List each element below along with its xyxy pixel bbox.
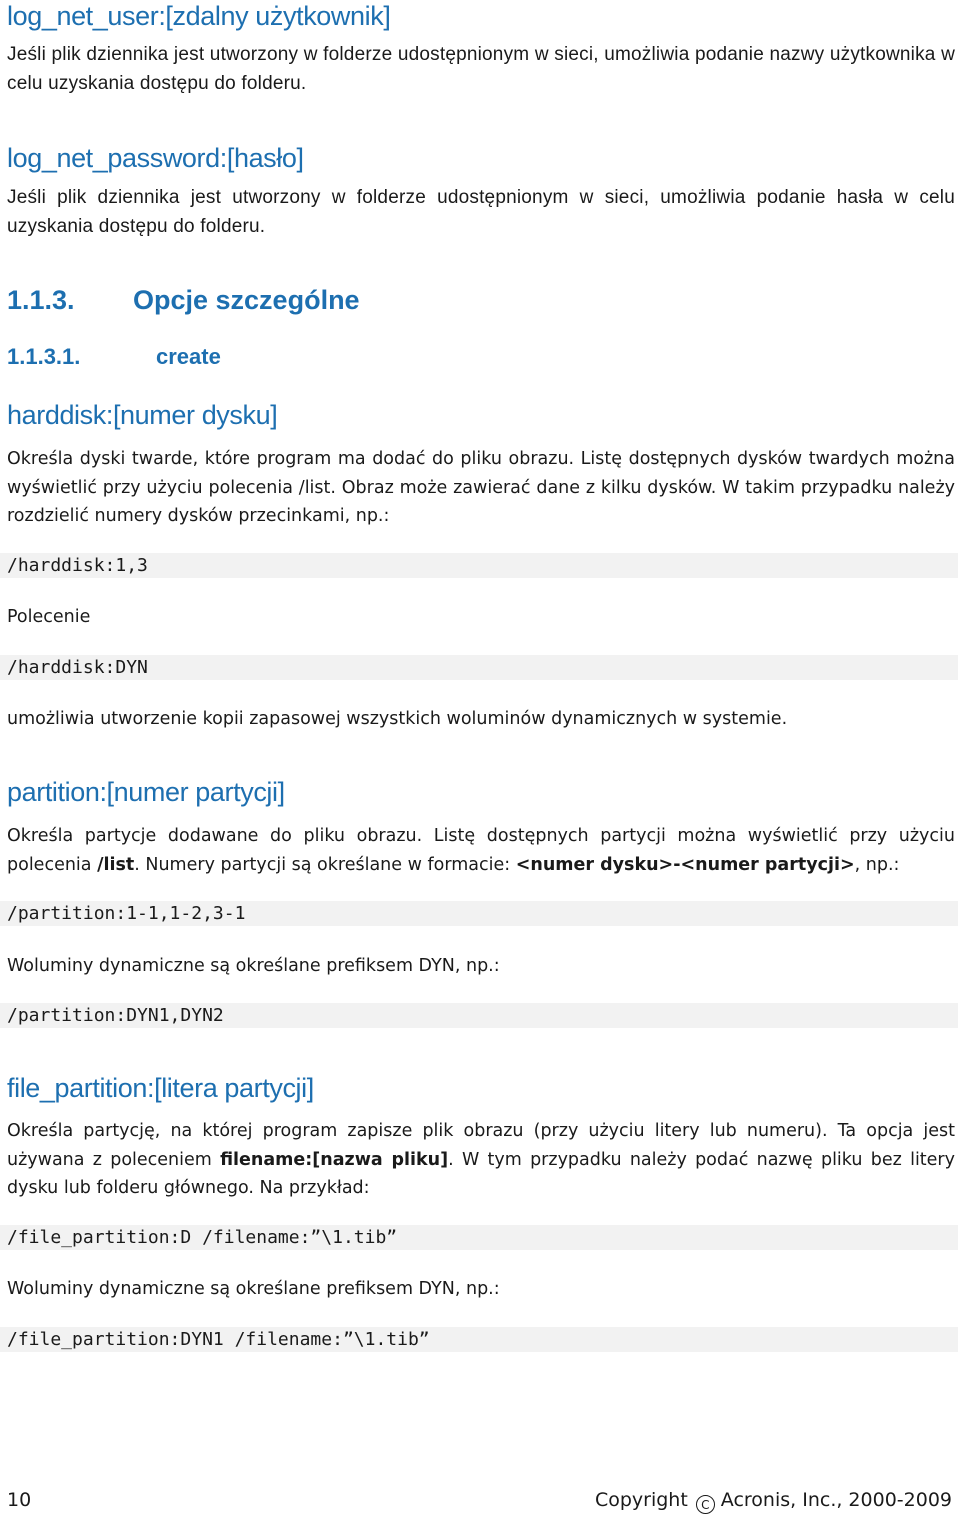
heading-log-net-user: log_net_user:[zdalny użytkownik] [7, 1, 391, 31]
heading-harddisk: harddisk:[numer dysku] [7, 400, 278, 430]
subsection-number: 1.1.3.1. [7, 344, 81, 369]
copyright-holder: Acronis, Inc., 2000-2009 [720, 1489, 952, 1511]
section-title: Opcje szczególne [133, 285, 360, 315]
page-number: 10 [7, 1489, 32, 1511]
section-number: 1.1.3. [7, 285, 75, 315]
text-harddisk: Określa dyski twarde, które program ma dodać do pliku obrazu. Listę dostępnych dysków twardych można wyświetlić przy użyciu polecenia /list. Obraz może zawierać dane z kilku dysków. W takim przypadku należy rozdzielić numery dysków przecinkami, np.: [7, 449, 955, 526]
section-heading [7, 284, 955, 316]
label-polecenie: Polecenie [7, 607, 91, 627]
code-file-partition-2: /file_partition:DYN1 /filename:”\1.tib” [0, 1327, 958, 1352]
heading-partition: partition:[numer partycji] [7, 777, 285, 807]
text-harddisk-2: umożliwia utworzenie kopii zapasowej wszystkich woluminów dynamicznych w systemie. [7, 709, 788, 729]
text-log-net-password: Jeśli plik dziennika jest utworzony w folderze udostępnionym w sieci, umożliwia podanie hasła w celu uzyskania dostępu do folderu. [7, 187, 955, 237]
code-harddisk-1: /harddisk:1,3 [0, 553, 958, 578]
code-partition-2: /partition:DYN1,DYN2 [0, 1003, 958, 1028]
text-file-partition: Określa partycję, na której program zapisze plik obrazu (przy użyciu litery lub numeru). Ta opcja jest używana z poleceniem filename:[nazwa pliku]. W tym przypadku należy podać nazwę pliku bez litery dysku lub folderu głównego. Na przykład: [7, 1121, 955, 1198]
heading-log-net-password: log_net_password:[hasło] [7, 143, 304, 173]
text-log-net-user: Jeśli plik dziennika jest utworzony w folderze udostępnionym w sieci, umożliwia podanie nazwy użytkownika w celu uzyskania dostępu do folderu. [7, 44, 955, 94]
copyright-icon: C [696, 1495, 715, 1514]
subsection-title: create [156, 344, 221, 369]
text-partition-2: Woluminy dynamiczne są określane prefiksem DYN, np.: [7, 956, 500, 976]
code-partition-1: /partition:1-1,1-2,3-1 [0, 901, 958, 926]
code-file-partition-1: /file_partition:D /filename:”\1.tib” [0, 1225, 958, 1250]
copyright-label: Copyright [594, 1489, 688, 1511]
footer-copyright [595, 1486, 952, 1514]
code-harddisk-2: /harddisk:DYN [0, 655, 958, 680]
text-file-partition-2: Woluminy dynamiczne są określane prefiksem DYN, np.: [7, 1279, 500, 1299]
heading-file-partition: file_partition:[litera partycji] [7, 1073, 314, 1103]
text-partition: Określa partycje dodawane do pliku obrazu. Listę dostępnych partycji można wyświetlić przy użyciu polecenia /list. Numery partycji są określane w formacie: <numer dysku>-<numer partycji>, np.: [7, 826, 955, 875]
subsection-heading [7, 343, 955, 371]
